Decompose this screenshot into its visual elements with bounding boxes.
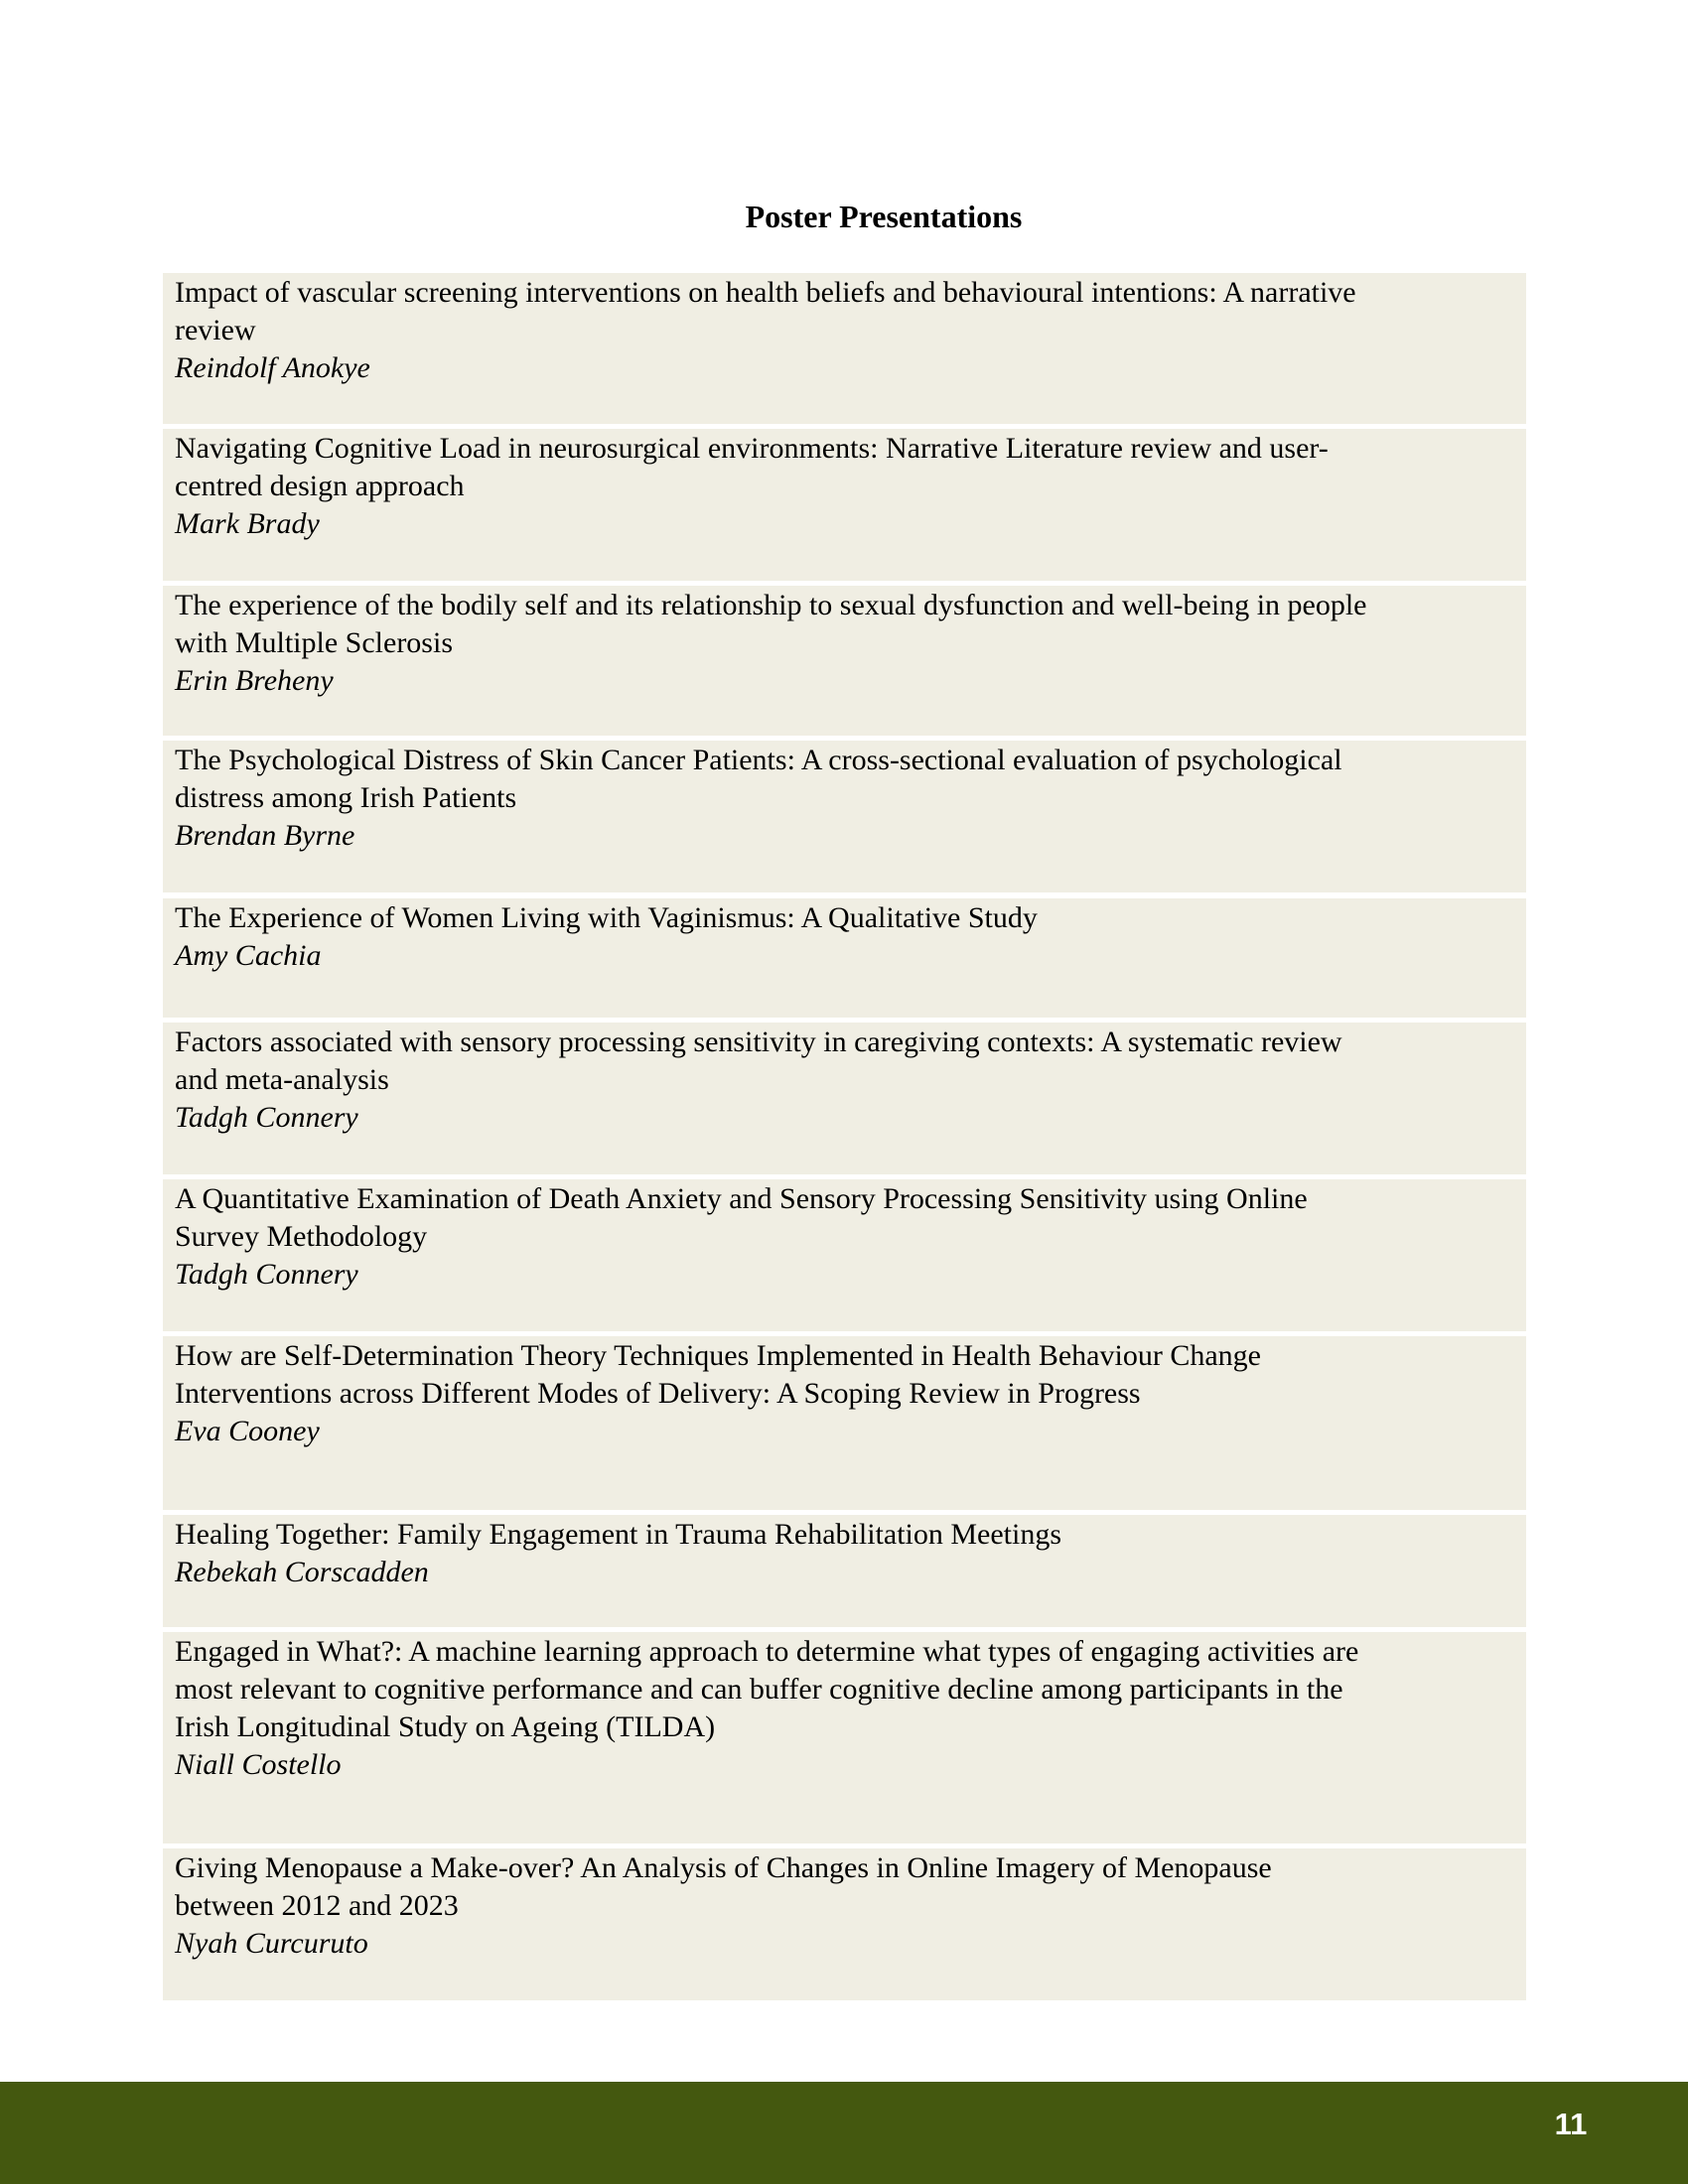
poster-entry xyxy=(163,1023,1526,1174)
poster-entry xyxy=(163,1848,1526,2000)
poster-title: Engaged in What?: A machine learning approach to determine what types of engaging activities are most relevant to cognitive performance and can buffer cognitive decline among participants in the Irish Longitudinal Study on Ageing (TILDA) xyxy=(175,1635,1359,1743)
poster-author: Mark Brady xyxy=(175,507,320,540)
poster-entry xyxy=(163,1515,1526,1627)
poster-title: Giving Menopause a Make-over? An Analysis of Changes in Online Imagery of Menopause between 2012 and 2023 xyxy=(175,1851,1272,1922)
poster-title: Navigating Cognitive Load in neurosurgical environments: Narrative Literature review and user- centred design approach xyxy=(175,432,1329,502)
poster-entry xyxy=(163,586,1526,736)
poster-title: The Psychological Distress of Skin Cancer Patients: A cross-sectional evaluation of psychological distress among Irish Patients xyxy=(175,744,1342,814)
poster-author: Nyah Curcuruto xyxy=(175,1927,368,1960)
poster-title: Healing Together: Family Engagement in Trauma Rehabilitation Meetings xyxy=(175,1518,1062,1551)
poster-title: A Quantitative Examination of Death Anxiety and Sensory Processing Sensitivity using Online Survey Methodology xyxy=(175,1182,1308,1253)
page-number: 11 xyxy=(1554,2107,1588,2141)
poster-title: The Experience of Women Living with Vaginismus: A Qualitative Study xyxy=(175,901,1038,934)
poster-title: The experience of the bodily self and its relationship to sexual dysfunction and well-being in people with Multiple Sclerosis xyxy=(175,589,1367,659)
poster-title: Factors associated with sensory processing sensitivity in caregiving contexts: A systematic review and meta-analysis xyxy=(175,1025,1342,1096)
poster-author: Tadgh Connery xyxy=(175,1101,358,1134)
poster-author: Erin Breheny xyxy=(175,664,334,697)
poster-entry xyxy=(163,1179,1526,1331)
poster-author: Reindolf Anokye xyxy=(175,351,370,384)
poster-entry xyxy=(163,1336,1526,1510)
poster-entry xyxy=(163,429,1526,581)
page-title: Poster Presentations xyxy=(745,199,1023,234)
poster-author: Tadgh Connery xyxy=(175,1258,358,1291)
poster-author: Rebekah Corscadden xyxy=(175,1556,429,1588)
poster-author: Eva Cooney xyxy=(175,1415,320,1447)
footer-band xyxy=(0,2082,1688,2184)
poster-entry xyxy=(163,273,1526,424)
poster-author: Niall Costello xyxy=(175,1748,342,1781)
poster-title: Impact of vascular screening interventions on health beliefs and behavioural intentions: A narrative review xyxy=(175,276,1356,346)
poster-entry xyxy=(163,741,1526,892)
poster-title: How are Self-Determination Theory Techniques Implemented in Health Behaviour Change Interventions across Different Modes of Delivery: A Scoping Review in Progress xyxy=(175,1339,1261,1410)
poster-author: Brendan Byrne xyxy=(175,819,355,852)
poster-entry xyxy=(163,1632,1526,1843)
poster-author: Amy Cachia xyxy=(175,939,322,972)
poster-entry xyxy=(163,898,1526,1018)
